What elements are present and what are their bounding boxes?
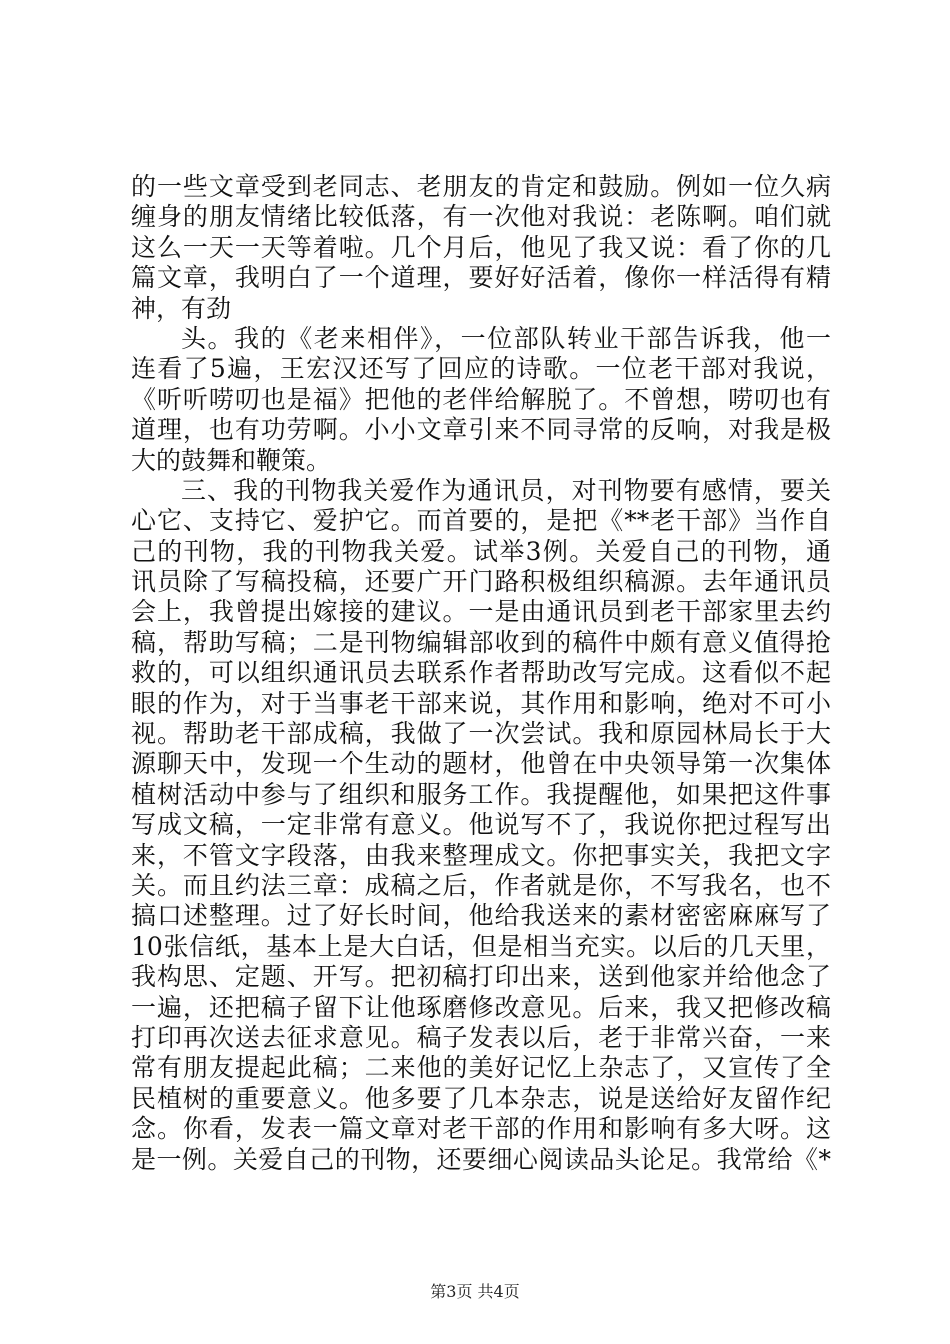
text-line: 三、我的刊物我关爱作为通讯员，对刊物要有感情，要关 — [181, 475, 831, 505]
text-line: 搞口述整理。过了好长时间，他给我送来的素材密密麻麻写了 — [131, 901, 831, 931]
text-line: 常有朋友提起此稿；二来他的美好记忆上杂志了，又宣传了全 — [131, 1053, 831, 1083]
text-line: 念。你看，发表一篇文章对老干部的作用和影响有多大呀。这 — [131, 1114, 831, 1144]
text-line: 这么一天一天等着啦。几个月后，他见了我又说：看了你的几 — [131, 232, 831, 262]
text-line: 心它、支持它、爱护它。而首要的，是把《**老干部》当作自 — [131, 506, 831, 536]
text-line: 救的，可以组织通讯员去联系作者帮助改写完成。这看似不起 — [131, 658, 831, 688]
text-line: 源聊天中，发现一个生动的题材，他曾在中央领导第一次集体 — [131, 749, 831, 779]
text-line: 稿，帮助写稿；二是刊物编辑部收到的稿件中颇有意义值得抢 — [131, 627, 831, 657]
text-line: 写成文稿，一定非常有意义。他说写不了，我说你把过程写出 — [131, 810, 831, 840]
text-line: 植树活动中参与了组织和服务工作。我提醒他，如果把这件事 — [131, 779, 831, 809]
text-line: 来，不管文字段落，由我来整理成文。你把事实关，我把文字 — [131, 840, 831, 870]
page-footer: 第3页 共4页 — [430, 1282, 520, 1301]
text-line: 眼的作为，对于当事老干部来说，其作用和影响，绝对不可小 — [131, 688, 831, 718]
text-line: 道理，也有功劳啊。小小文章引来不同寻常的反响，对我是极 — [131, 415, 831, 445]
text-line: 会上，我曾提出嫁接的建议。一是由通讯员到老干部家里去约 — [131, 597, 831, 627]
text-line: 民植树的重要意义。他多要了几本杂志，说是送给好友留作纪 — [131, 1083, 831, 1113]
text-line: 连看了5遍，王宏汉还写了回应的诗歌。一位老干部对我说， — [131, 354, 831, 384]
text-line: 关。而且约法三章：成稿之后，作者就是你，不写我名，也不 — [131, 870, 831, 900]
text-line: 10张信纸，基本上是大白话，但是相当充实。以后的几天里， — [131, 931, 831, 961]
text-line: 讯员除了写稿投稿，还要广开门路积极组织稿源。去年通讯员 — [131, 567, 831, 597]
text-line: 我构思、定题、开写。把初稿打印出来，送到他家并给他念了 — [131, 962, 831, 992]
text-line: 篇文章，我明白了一个道理，要好好活着，像你一样活得有精 — [131, 263, 831, 293]
text-line: 神，有劲 — [131, 293, 232, 323]
text-line: 的一些文章受到老同志、老朋友的肯定和鼓励。例如一位久病 — [131, 172, 831, 201]
document-body — [131, 172, 831, 1175]
text-line: 一遍，还把稿子留下让他琢磨修改意见。后来，我又把修改稿 — [131, 992, 831, 1022]
text-line: 是一例。关爱自己的刊物，还要细心阅读品头论足。我常给《* — [131, 1144, 831, 1174]
text-line: 视。帮助老干部成稿，我做了一次尝试。我和原园林局长于大 — [131, 719, 831, 749]
text-line: 《听听唠叨也是福》把他的老伴给解脱了。不曾想，唠叨也有 — [131, 384, 831, 414]
text-line: 大的鼓舞和鞭策。 — [131, 445, 332, 475]
text-line: 缠身的朋友情绪比较低落，有一次他对我说：老陈啊。咱们就 — [131, 202, 831, 232]
text-line: 打印再次送去征求意见。稿子发表以后，老于非常兴奋，一来 — [131, 1022, 831, 1052]
text-line: 头。我的《老来相伴》，一位部队转业干部告诉我，他一 — [181, 323, 831, 353]
text-line: 己的刊物，我的刊物我关爱。试举3例。关爱自己的刊物，通 — [131, 536, 831, 566]
